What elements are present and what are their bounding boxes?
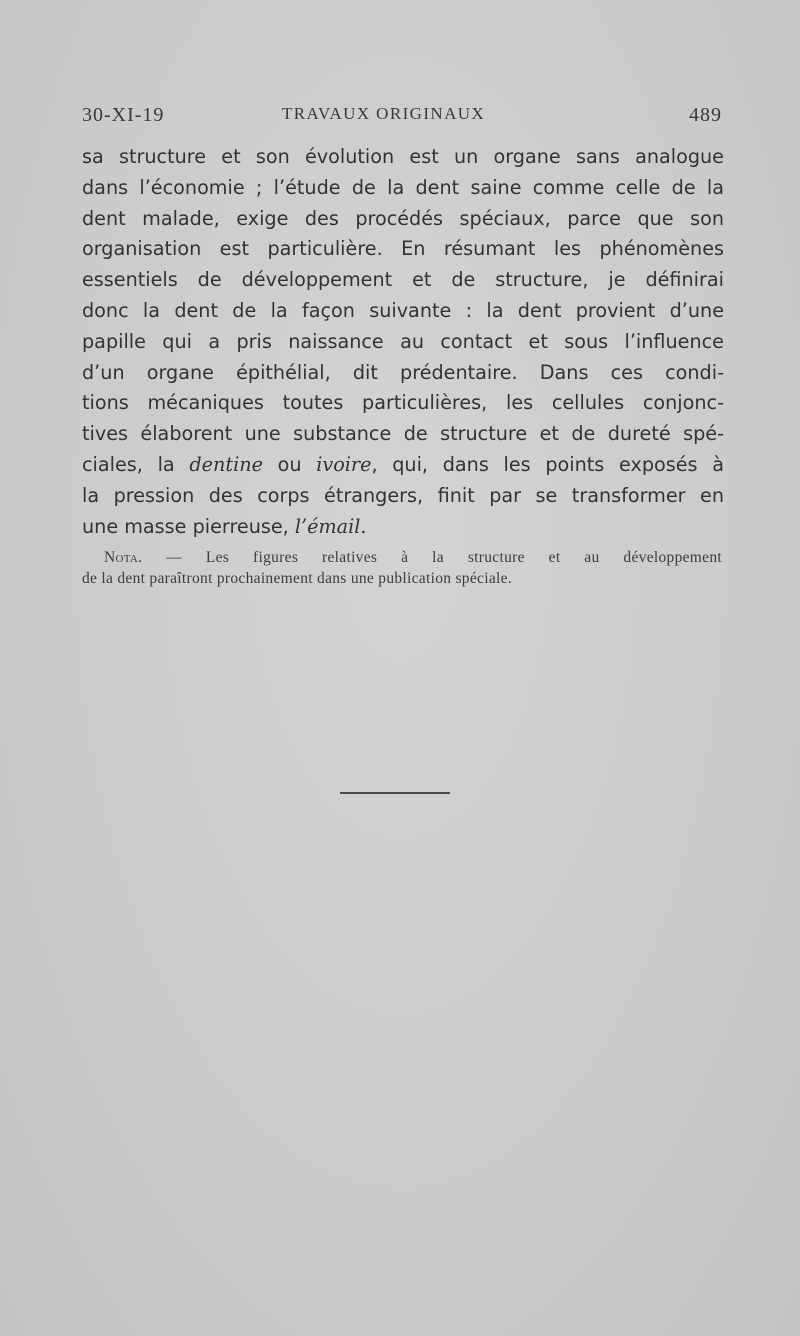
body-text-run: ou xyxy=(262,452,317,476)
section-end-rule xyxy=(340,792,450,794)
footnote-text: — Les figures relatives à la structure et au développement xyxy=(142,549,722,566)
body-text-run: , qui, dans les points exposés à xyxy=(371,452,724,476)
body-line: essentiels de développement et de structure, je définirai xyxy=(82,268,724,292)
header-date: 30-XI-19 xyxy=(82,104,165,126)
body-line xyxy=(82,450,724,481)
footnote xyxy=(82,547,722,589)
body-line: donc la dent de la façon suivante : la dent provient d’une xyxy=(82,298,724,322)
page-number: 489 xyxy=(689,104,722,126)
body-paragraph xyxy=(82,142,724,542)
italic-term-ivoire: ivoire xyxy=(316,452,372,476)
body-line xyxy=(82,512,724,543)
body-line: la pression des corps étrangers, finit par se transformer en xyxy=(82,483,724,507)
body-line: tions mécaniques toutes particulières, les cellules conjonc- xyxy=(82,391,724,415)
footnote-line xyxy=(82,547,722,568)
body-line: dent malade, exige des procédés spéciaux, parce que son xyxy=(82,206,724,230)
running-head xyxy=(82,100,722,136)
footnote-line: de la dent paraîtront prochainement dans une publication spéciale. xyxy=(82,570,512,587)
footnote-label: Nota. xyxy=(104,549,143,566)
body-line: sa structure et son évolution est un organe sans analogue xyxy=(82,145,724,168)
body-line: d’un organe épithélial, dit prédentaire. Dans ces condi- xyxy=(82,360,724,384)
body-text-run: une masse pierreuse, xyxy=(82,514,295,538)
body-line: tives élaborent une substance de structure et de dureté spé- xyxy=(82,422,724,446)
italic-term-dentine: dentine xyxy=(189,452,263,476)
italic-term-email: l’émail. xyxy=(294,514,367,538)
body-line: papille qui a pris naissance au contact et sous l’influence xyxy=(82,329,724,353)
body-line: organisation est particulière. En résumant les phénomènes xyxy=(82,237,724,261)
body-text-run: ciales, la xyxy=(82,452,190,476)
body-line: dans l’économie ; l’étude de la dent saine comme celle de la xyxy=(82,175,724,199)
header-title: TRAVAUX ORIGINAUX xyxy=(282,104,486,123)
